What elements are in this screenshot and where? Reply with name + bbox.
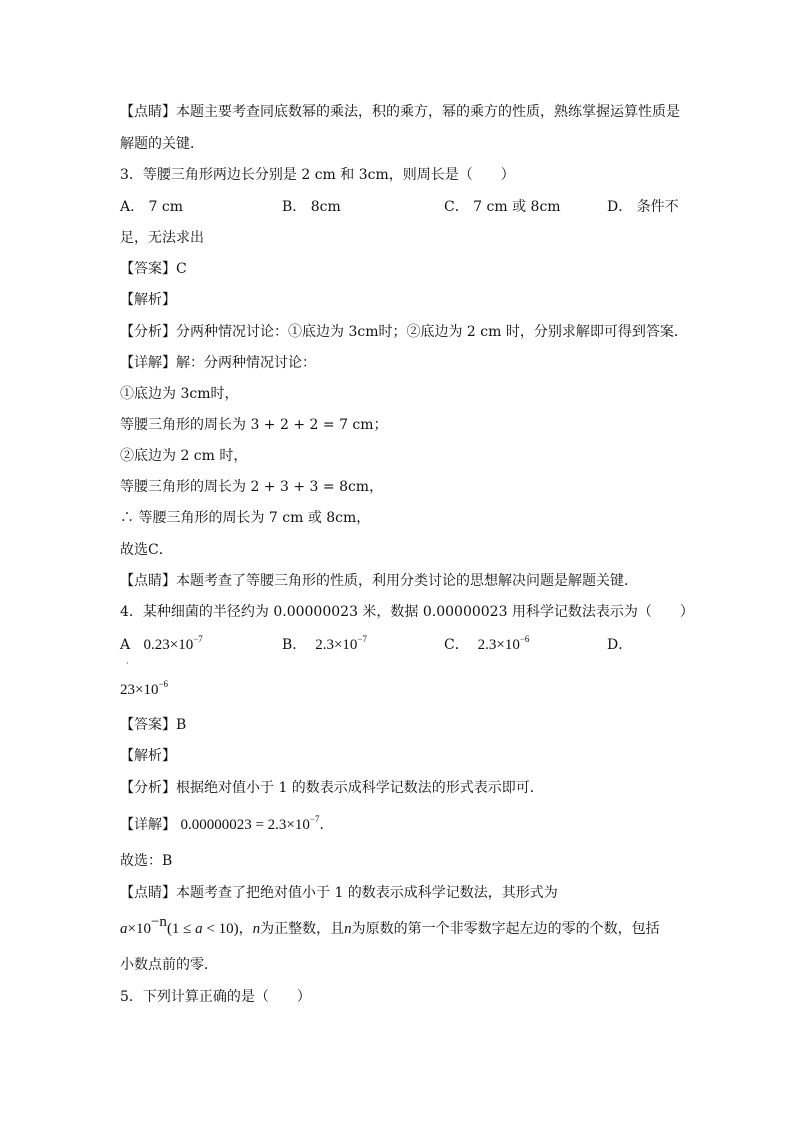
text-line: ①底边为 3cm时，	[120, 386, 239, 402]
text-line: ②底边为 2 cm 时，	[120, 448, 248, 464]
text-line: 故选：B	[120, 853, 173, 869]
text-line: 【点睛】本题考查了把绝对值小于 1 的数表示成科学记数法，其形式为	[120, 885, 558, 901]
question-5: 5．下列计算正确的是（ ）	[120, 989, 311, 1005]
math-expression: $2.3\times 10^{-7}$	[315, 634, 367, 653]
answer-label: 【答案】B	[120, 717, 187, 733]
q3-option-b: B． 8cm	[282, 199, 341, 215]
question-4: 4．某种细菌的半径约为 0.00000023 米，数据 0.00000023 用科学记数法表示为（ ）	[120, 604, 694, 620]
text-line: 解题的关键．	[120, 136, 204, 152]
text-line: 【点睛】本题考查了等腰三角形的性质，利用分类讨论的思想解决问题是解题关键．	[120, 573, 638, 589]
analysis-label: 【解析】	[120, 292, 176, 308]
math-expression: $0.00000023 = 2.3\times 10^{-7}$	[180, 814, 320, 833]
q3-option-c: C． 7 cm 或 8cm	[444, 199, 561, 215]
text-line: 足，无法求出	[120, 230, 204, 246]
text-line: 小数点前的零．	[120, 957, 218, 973]
text-line: 【分析】根据绝对值小于 1 的数表示成科学记数法的形式表示即可．	[120, 780, 544, 796]
math-expression: $23\times 10^{-6}$	[120, 679, 169, 698]
text-line: $a\times 10^{-n}(1 \le a < 10)$，n为正整数，且n为原数的第一个非零数字起左边的零的个数，包括	[120, 914, 660, 937]
stray-dot: ·	[126, 659, 129, 668]
text-line: ∴ 等腰三角形的周长为 7 cm 或 8cm，	[120, 510, 371, 526]
option-label: A	[120, 637, 131, 653]
text-line: 故选C．	[120, 542, 173, 558]
math-expression: $0.23\times 10^{-7}$	[143, 634, 203, 653]
q4-option-b	[282, 635, 367, 655]
q4-option-a	[120, 635, 203, 655]
q4-option-d	[607, 635, 632, 655]
analysis-label: 【解析】	[120, 748, 176, 764]
answer-label: 【答案】C	[120, 261, 187, 277]
detail-line: 【详解】 $0.00000023 = 2.3\times 10^{-7}$．	[120, 814, 334, 833]
option-label: B．	[282, 637, 307, 653]
text-line: 【分析】分两种情况讨论：①底边为 3cm时；②底边为 2 cm 时，分别求解即可得到答案．	[120, 324, 688, 340]
option-label: C．	[444, 637, 469, 653]
option-label: D．	[607, 637, 633, 653]
q4-option-c	[444, 635, 529, 655]
q3-option-d: D． 条件不	[607, 199, 679, 215]
text-line: 【详解】解：分两种情况讨论：	[120, 355, 316, 371]
text-line: 等腰三角形的周长为 2 + 3 + 3 = 8cm，	[120, 479, 384, 495]
text-line: 等腰三角形的周长为 3 + 2 + 2 = 7 cm；	[120, 417, 388, 433]
math-expression: $2.3\times 10^{-6}$	[477, 634, 530, 653]
text-line: 【点睛】本题主要考查同底数幂的乘法，积的乘方，幂的乘方的性质，熟练掌握运算性质是	[120, 104, 680, 120]
q3-option-a: A． 7 cm	[120, 199, 184, 215]
question-3: 3．等腰三角形两边长分别是 2 cm 和 3cm，则周长是（ ）	[120, 167, 515, 183]
